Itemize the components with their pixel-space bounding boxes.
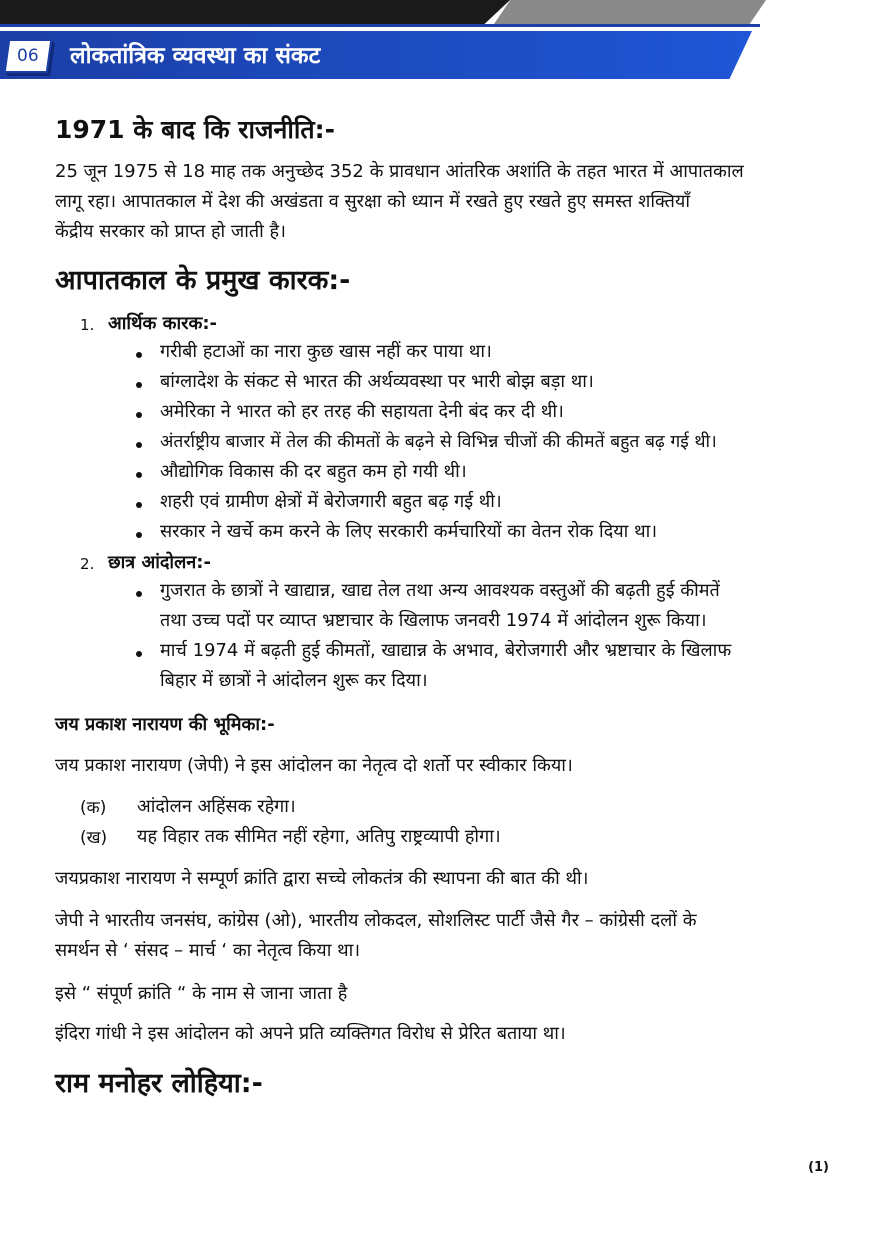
bullet [136,412,142,418]
bullet-text: अमेरिका ने भारत को हर तरह की सहायता देनी बंद कर दी थी। [160,401,564,422]
chapter-title: लोकतांत्रिक व्यवस्था का संकट [70,43,321,69]
condition-text: यह विहार तक सीमित नहीं रहेगा, अतिपु राष्ट्रव्यापी होगा। [137,826,501,847]
chapter-number: 06 [17,46,39,66]
section-heading-emergency-causes: आपातकाल के प्रमुख कारक:- [55,265,351,296]
bullet [136,382,142,388]
bullet-text: औद्योगिक विकास की दर बहुत कम हो गयी थी। [160,461,467,482]
header-divider [0,24,760,27]
condition-marker: (ख) [80,828,108,848]
paragraph-line: जय प्रकाश नारायण (जेपी) ने इस आंदोलन का नेतृत्व दो शर्तो पर स्वीकार किया। [55,755,573,776]
paragraph-line: इंदिरा गांधी ने इस आंदोलन को अपने प्रति व्यक्तिगत विरोध से प्रेरित बताया था। [55,1023,566,1044]
chapter-number-badge [4,39,53,73]
bullet [136,442,142,448]
bullet-text: गरीबी हटाओं का नारा कुछ खास नहीं कर पाया था। [160,341,492,362]
paragraph-line: केंद्रीय सरकार को प्राप्त हो जाती है। [55,221,286,242]
bullet-text: गुजरात के छात्रों ने खाद्यान्न, खाद्य तेल तथा अन्य आवश्यक वस्तुओं की बढ़ती हुई कीमतें [160,580,720,601]
bullet [136,591,142,597]
page-number: (1) [808,1160,829,1175]
bullet [136,651,142,657]
bullet [136,472,142,478]
paragraph-line: 25 जून 1975 से 18 माह तक अनुच्छेद 352 के प्रावधान आंतरिक अशांति के तहत भारत में आपातकाल [55,161,744,182]
bullet-text: मार्च 1974 में बढ़ती हुई कीमतों, खाद्यान्न के अभाव, बेरोजगारी और भ्रष्टाचार के खिलाफ [160,640,732,661]
bullet [136,502,142,508]
subheading-economic-factors: आर्थिक कारक:- [108,313,217,334]
bullet-text-continued: तथा उच्च पदों पर व्याप्त भ्रष्टाचार के खिलाफ जनवरी 1974 में आंदोलन शुरू किया। [160,610,707,631]
paragraph-line: समर्थन से ‘ संसद – मार्च ‘ का नेतृत्व किया था। [55,940,361,961]
paragraph-line: इसे “ संपूर्ण क्रांति “ के नाम से जाना जाता है [55,983,348,1004]
section-heading-politics-after-1971: 1971 के बाद कि राजनीति:- [55,115,335,144]
paragraph-line: जयप्रकाश नारायण ने सम्पूर्ण क्रांति द्वारा सच्चे लोकतंत्र की स्थापना की बात की थी। [55,868,589,889]
subheading-student-movement: छात्र आंदोलन:- [108,552,211,573]
bullet-text: शहरी एवं ग्रामीण क्षेत्रों में बेरोजगारी बहुत बढ़ गई थी। [160,491,502,512]
condition-text: आंदोलन अहिंसक रहेगा। [137,796,296,817]
list-number: 2. [80,555,95,573]
paragraph-line: जेपी ने भारतीय जनसंघ, कांग्रेस (ओ), भारतीय लोकदल, सोशलिस्ट पार्टी जैसे गैर – कांग्रेसी दलों के [55,910,697,931]
bullet-text: सरकार ने खर्चे कम करने के लिए सरकारी कर्मचारियों का वेतन रोक दिया था। [160,521,658,542]
header-black-band [0,0,510,24]
list-number: 1. [80,316,95,334]
bullet [136,352,142,358]
bullet-text: बांग्लादेश के संकट से भारत की अर्थव्यवस्था पर भारी बोझ बड़ा था। [160,371,594,392]
section-heading-jp-role: जय प्रकाश नारायण की भूमिका:- [55,714,275,735]
condition-marker: (क) [80,798,107,818]
paragraph-line: लागू रहा। आपातकाल में देश की अखंडता व सुरक्षा को ध्यान में रखते हुए रखते हुए समस्त शक्तियाँ [55,191,691,212]
section-heading-ram-manohar-lohia: राम मनोहर लोहिया:- [55,1068,263,1099]
bullet-text: अंतर्राष्ट्रीय बाजार में तेल की कीमतों के बढ़ने से विभिन्न चीजों की कीमतें बहुत बढ़ गई थी। [160,432,717,452]
bullet-text-continued: बिहार में छात्रों ने आंदोलन शुरू कर दिया। [160,670,428,691]
bullet [136,532,142,538]
header-grey-band [494,0,766,24]
